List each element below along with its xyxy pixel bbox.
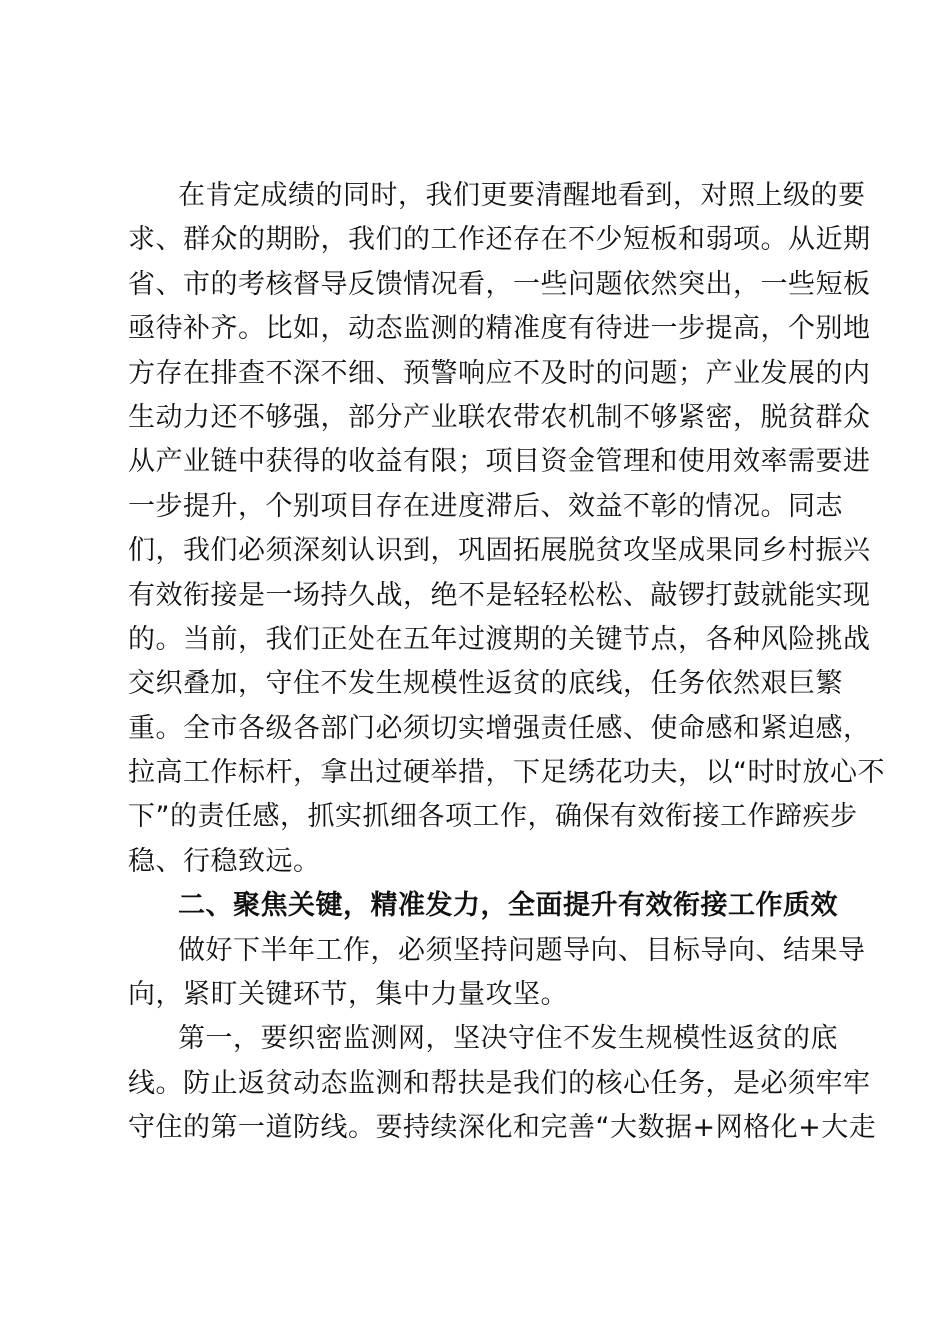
section-heading: 二、聚焦关键，精准发力，全面提升有效衔接工作质效 [178,890,838,922]
paragraph-line: 一步提升，个别项目存在进度滞后、效益不彰的情况。同志 [128,490,843,522]
paragraph-line: 交织叠加，守住不发生规模性返贫的底线，任务依然艰巨繁 [128,668,843,700]
paragraph-line: 拉高工作标杆，拿出过硬举措，下足绣花功夫，以“时时放心不 [128,757,885,789]
document-body [128,174,885,1151]
paragraph-line: 做好下半年工作，必须坚持问题导向、目标导向、结果导 [178,934,866,966]
paragraph-line: 有效衔接是一场持久战，绝不是轻轻松松、敲锣打鼓就能实现 [128,579,871,611]
paragraph-line: 稳、行稳致远。 [128,845,321,877]
paragraph-line: 向，紧盯关键环节，集中力量攻坚。 [128,979,568,1011]
paragraph-line: 求、群众的期盼，我们的工作还存在不少短板和弱项。从近期 [128,224,871,256]
paragraph-line: 省、市的考核督导反馈情况看，一些问题依然突出，一些短板 [128,268,871,300]
paragraph-line: 线。防止返贫动态监测和帮扶是我们的核心任务，是必须牢牢 [128,1067,871,1099]
paragraph-line: 亟待补齐。比如，动态监测的精准度有待进一步提高，个别地 [128,313,871,345]
paragraph-line: 在肯定成绩的同时，我们更要清醒地看到，对照上级的要 [178,180,866,211]
paragraph-line: 守住的第一道防线。要持续深化和完善“大数据+网格化+大走 [128,1112,877,1144]
paragraph-line: 下”的责任感，抓实抓细各项工作，确保有效衔接工作蹄疾步 [128,801,858,833]
paragraph-line: 的。当前，我们正处在五年过渡期的关键节点，各种风险挑战 [128,623,871,655]
paragraph-line: 重。全市各级各部门必须切实增强责任感、使命感和紧迫感， [128,712,871,744]
paragraph-line: 第一，要织密监测网，坚决守住不发生规模性返贫的底 [178,1023,838,1055]
paragraph-line: 从产业链中获得的收益有限；项目资金管理和使用效率需要进 [128,446,871,478]
paragraph-line: 们，我们必须深刻认识到，巩固拓展脱贫攻坚成果同乡村振兴 [128,535,871,567]
paragraph-line: 方存在排查不深不细、预警响应不及时的问题；产业发展的内 [128,357,871,389]
paragraph-line: 生动力还不够强，部分产业联农带农机制不够紧密，脱贫群众 [128,401,871,433]
